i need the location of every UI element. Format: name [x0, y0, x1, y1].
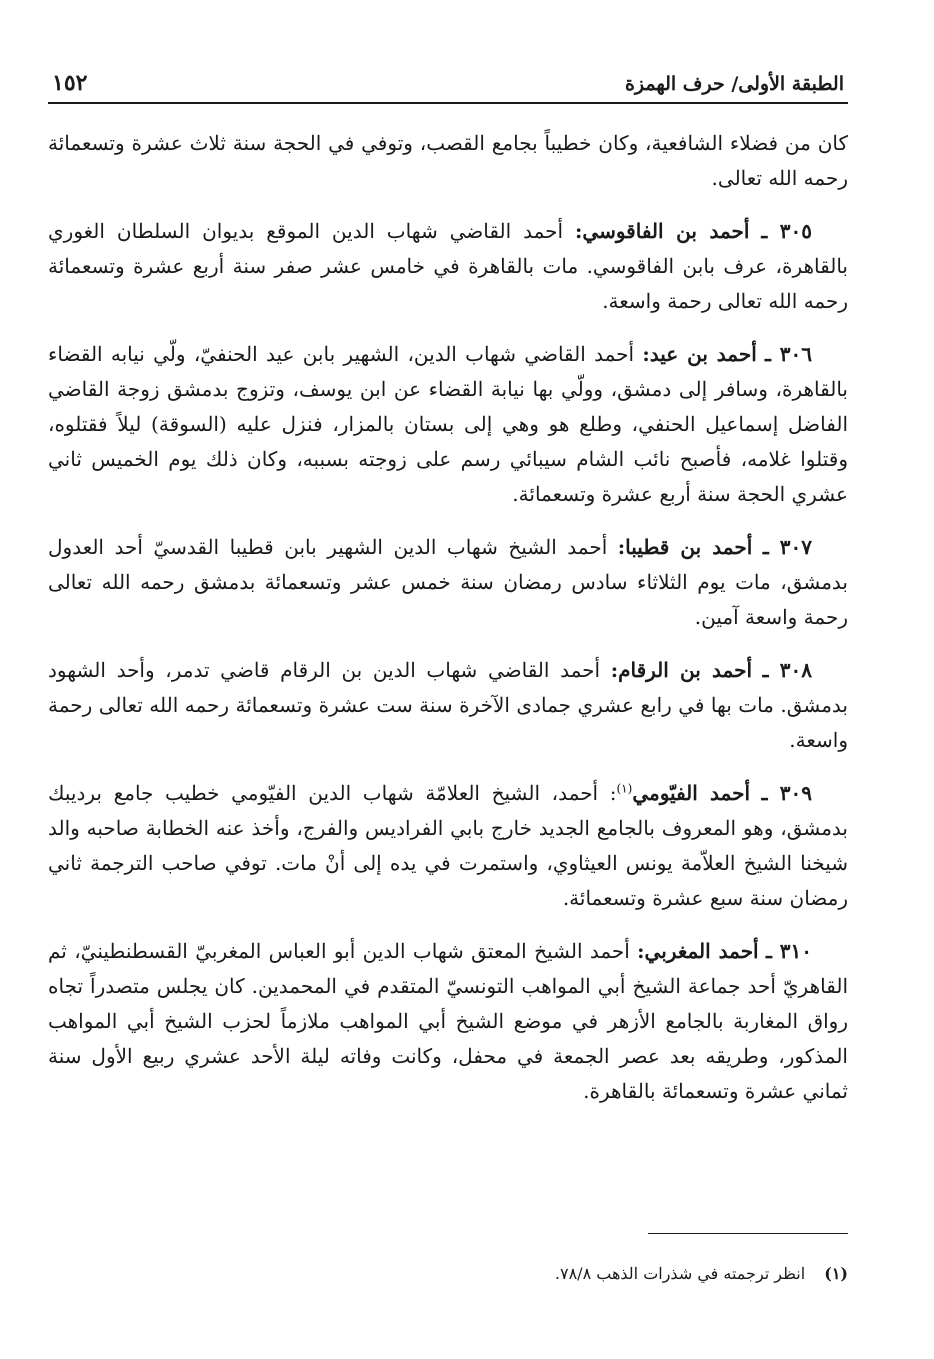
- page-number: ١٥٢: [52, 70, 88, 96]
- entry-number: ٣٠٨ ـ: [762, 658, 812, 682]
- entry-305: [48, 214, 848, 319]
- footnote-reference[interactable]: (١): [616, 781, 633, 796]
- footnote: [88, 1262, 848, 1286]
- entry-heading: أحمد بن الفاقوسي:: [575, 219, 750, 243]
- footnote-text: انظر ترجمته في شذرات الذهب ٧٨/٨.: [554, 1264, 806, 1283]
- paragraph-text: كان من فضلاء الشافعية، وكان خطيباً بجامع القصب، وتوفي في الحجة سنة ثلاث عشرة وتسعمائة رحمه الله تعالى.: [48, 131, 848, 190]
- running-title: الطبقة الأولى/ حرف الهمزة: [624, 73, 844, 95]
- footnote-mark: (١): [824, 1264, 848, 1283]
- entry-heading: أحمد المغربي:: [637, 939, 759, 963]
- entry-heading: أحمد بن عيد:: [642, 342, 757, 366]
- entry-number: ٣٠٥ ـ: [761, 219, 813, 243]
- paragraph-continuation: [48, 126, 848, 196]
- page-body: [48, 126, 848, 1109]
- entry-307: [48, 530, 848, 635]
- entry-308: [48, 653, 848, 758]
- entry-text: أحمد الشيخ المعتق شهاب الدين أبو العباس المغربيّ القسطنطينيّ، ثم القاهريّ أحد جماعة الشيخ أبي المواهب التونسيّ المتقدم في المحمدين. كان يجلس متصدراً تجاه رواق المغاربة بالجامع الأزهر في موضع الشيخ أبي المواهب ملازماً لحزب الشيخ أبي المواهب المذكور، وطريقه بعد عصر الجمعة في محفل، وكانت وفاته ليلة الأحد عشري ربيع الأول سنة ثماني عشرة وتسعمائة بالقاهرة.: [48, 939, 848, 1103]
- entry-text: أحمد القاضي شهاب الدين، الشهير بابن عيد الحنفيّ، ولّي نيابه القضاء بالقاهرة، وسافر إلى دمشق، وولّي بها نيابة القضاء عن ابن يوسف، وتزوج بدمشق زوجة القاضي الفاضل إسماعيل الحنفي، وطلع هو وهي إلى بستان بالمزار، فنزل عليه (السوقة) ليلاً فقتلوه، وقتلوا غلامه، فأصبح نائب الشام سيبائي رسم على زوجته بسببه، وكان ذلك يوم الخميس ثاني عشري الحجة سنة أربع عشرة وتسعمائة.: [48, 342, 848, 506]
- entry-number: ٣٠٦ ـ: [765, 342, 813, 366]
- entry-number: ٣٠٧ ـ: [762, 535, 813, 559]
- entry-309: [48, 776, 848, 916]
- entry-text: : أحمد، الشيخ العلامّة شهاب الدين الفيّومي خطيب جامع برديبك بدمشق، وهو المعروف بالجامع الجديد خارج بابي الفراديس والفرج، وأخذ عنه الخطابة صاحبه والد شيخنا الشيخ العلاّمة يونس العيثاوي، واستمرت في يده إلى أنْ مات. توفي صاحب الترجمة ثاني رمضان سنة سبع عشرة وتسعمائة.: [48, 781, 848, 910]
- entry-heading: أحمد بن الرقام:: [610, 658, 753, 682]
- entry-text: أحمد الشيخ شهاب الدين الشهير بابن قطيبا القدسيّ أحد العدول بدمشق، مات يوم الثلاثاء سادس رمضان سنة خمس عشر وتسعمائة بدمشق رحمه الله تعالى رحمة واسعة آمين.: [48, 535, 849, 629]
- footnote-divider: [648, 1233, 848, 1234]
- entry-heading: أحمد بن قطيبا:: [617, 535, 753, 559]
- entry-text: أحمد القاضي شهاب الدين بن الرقام قاضي تدمر، وأحد الشهود بدمشق. مات بها في رابع عشري جمادى الآخرة سنة ست عشرة وتسعمائة رحمه الله تعالى رحمة واسعة.: [48, 658, 848, 752]
- entry-text: أحمد القاضي شهاب الدين الموقع بديوان السلطان الغوري بالقاهرة، عرف بابن الفاقوسي. مات بالقاهرة في خامس عشر صفر سنة أربع عشرة وتسعمائة رحمه الله تعالى رحمة واسعة.: [48, 219, 848, 313]
- page: [48, 70, 848, 1127]
- entry-number: ٣٠٩ ـ: [761, 781, 812, 805]
- entry-306: [48, 337, 848, 512]
- entry-310: [48, 934, 848, 1109]
- running-header: [48, 70, 848, 104]
- entry-number: ٣١٠ ـ: [765, 939, 813, 963]
- entry-heading: أحمد الفيّومي: [632, 781, 751, 805]
